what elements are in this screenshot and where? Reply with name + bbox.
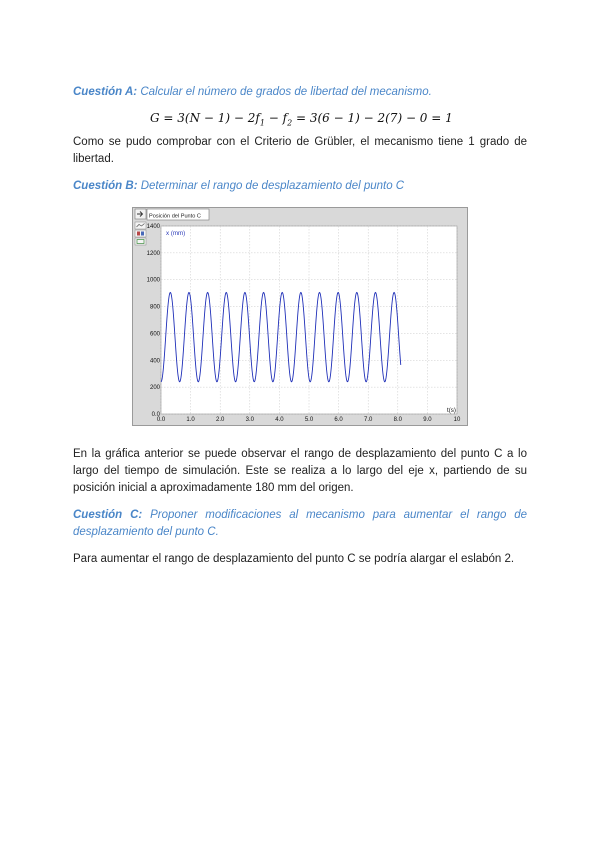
y-tick-label: 0.0 (151, 412, 160, 418)
paragraph-a: Como se pudo comprobar con el Criterio de Grübler, el mecanismo tiene 1 grado de libertad. (73, 136, 527, 165)
y-tick-label: 1200 (146, 250, 160, 257)
x-tick-label: 0.0 (156, 417, 166, 423)
x-tick-label: 5.0 (304, 417, 314, 423)
equation-sub-2: 2 (287, 118, 293, 128)
question-c (73, 507, 527, 541)
y-tick-label: 400 (149, 358, 160, 365)
x-tick-label: 2.0 (216, 417, 225, 423)
x-tick-label: 7.0 (364, 417, 373, 423)
y-tick-label: 600 (149, 331, 160, 338)
question-b-label: Cuestión B: (73, 180, 138, 192)
x-tick-label: 10 (453, 417, 461, 423)
chart-tab-label: Posición del Punto C (149, 213, 201, 220)
x-tick-label: 6.0 (334, 417, 343, 423)
toolbar-color-icon[interactable] (135, 230, 146, 237)
equation-lhs: G = 3(N − 1) − 2f (150, 111, 260, 125)
y-axis-label: x (mm) (166, 230, 186, 237)
y-tick-label: 1000 (146, 277, 160, 284)
toolbar-table-icon[interactable] (135, 238, 146, 245)
question-a-text: Calcular el número de grados de libertad del mecanismo. (140, 86, 432, 98)
x-tick-label: 4.0 (275, 417, 284, 423)
question-c-text: Proponer modificaciones al mecanismo para aumentar el rango de desplazamiento del punto C. (73, 509, 528, 538)
question-b (73, 178, 527, 195)
equation-rhs: = 3(6 − 1) − 2(7) − 0 = 1 (292, 111, 453, 125)
paragraph-b: En la gráfica anterior se puede observar el rango de desplazamiento del punto C a lo largo del tiempo de simulación. Este se realiza a lo largo del eje x, partiendo de su posición inicial a aproximadamente 180 mm del origen. (73, 448, 527, 494)
x-tick-label: 9.0 (423, 417, 432, 423)
x-tick-label: 1.0 (186, 417, 195, 423)
question-b-text: Determinar el rango de desplazamiento del punto C (140, 180, 405, 192)
equation-sub-1: 1 (259, 118, 265, 128)
x-axis-label: t(s) (447, 407, 456, 414)
x-tick-label: 3.0 (245, 417, 254, 423)
paragraph-c: Para aumentar el rango de desplazamiento del punto C se podría alargar el eslabón 2. (73, 553, 515, 565)
question-a (73, 84, 527, 101)
export-icon[interactable] (135, 209, 146, 219)
x-tick-label: 8.0 (393, 417, 402, 423)
chart-window (132, 207, 468, 426)
question-c-label: Cuestión C: (73, 509, 143, 521)
y-tick-label: 200 (149, 385, 160, 392)
y-tick-label: 1400 (146, 224, 160, 230)
equation-mid: − f (264, 111, 288, 125)
position-chart (133, 208, 467, 425)
y-tick-label: 800 (149, 304, 160, 311)
chart-tab[interactable] (147, 209, 209, 220)
gruebler-equation (150, 111, 453, 127)
question-a-label: Cuestión A: (73, 86, 138, 98)
toolbar-graph-icon[interactable] (135, 222, 146, 229)
